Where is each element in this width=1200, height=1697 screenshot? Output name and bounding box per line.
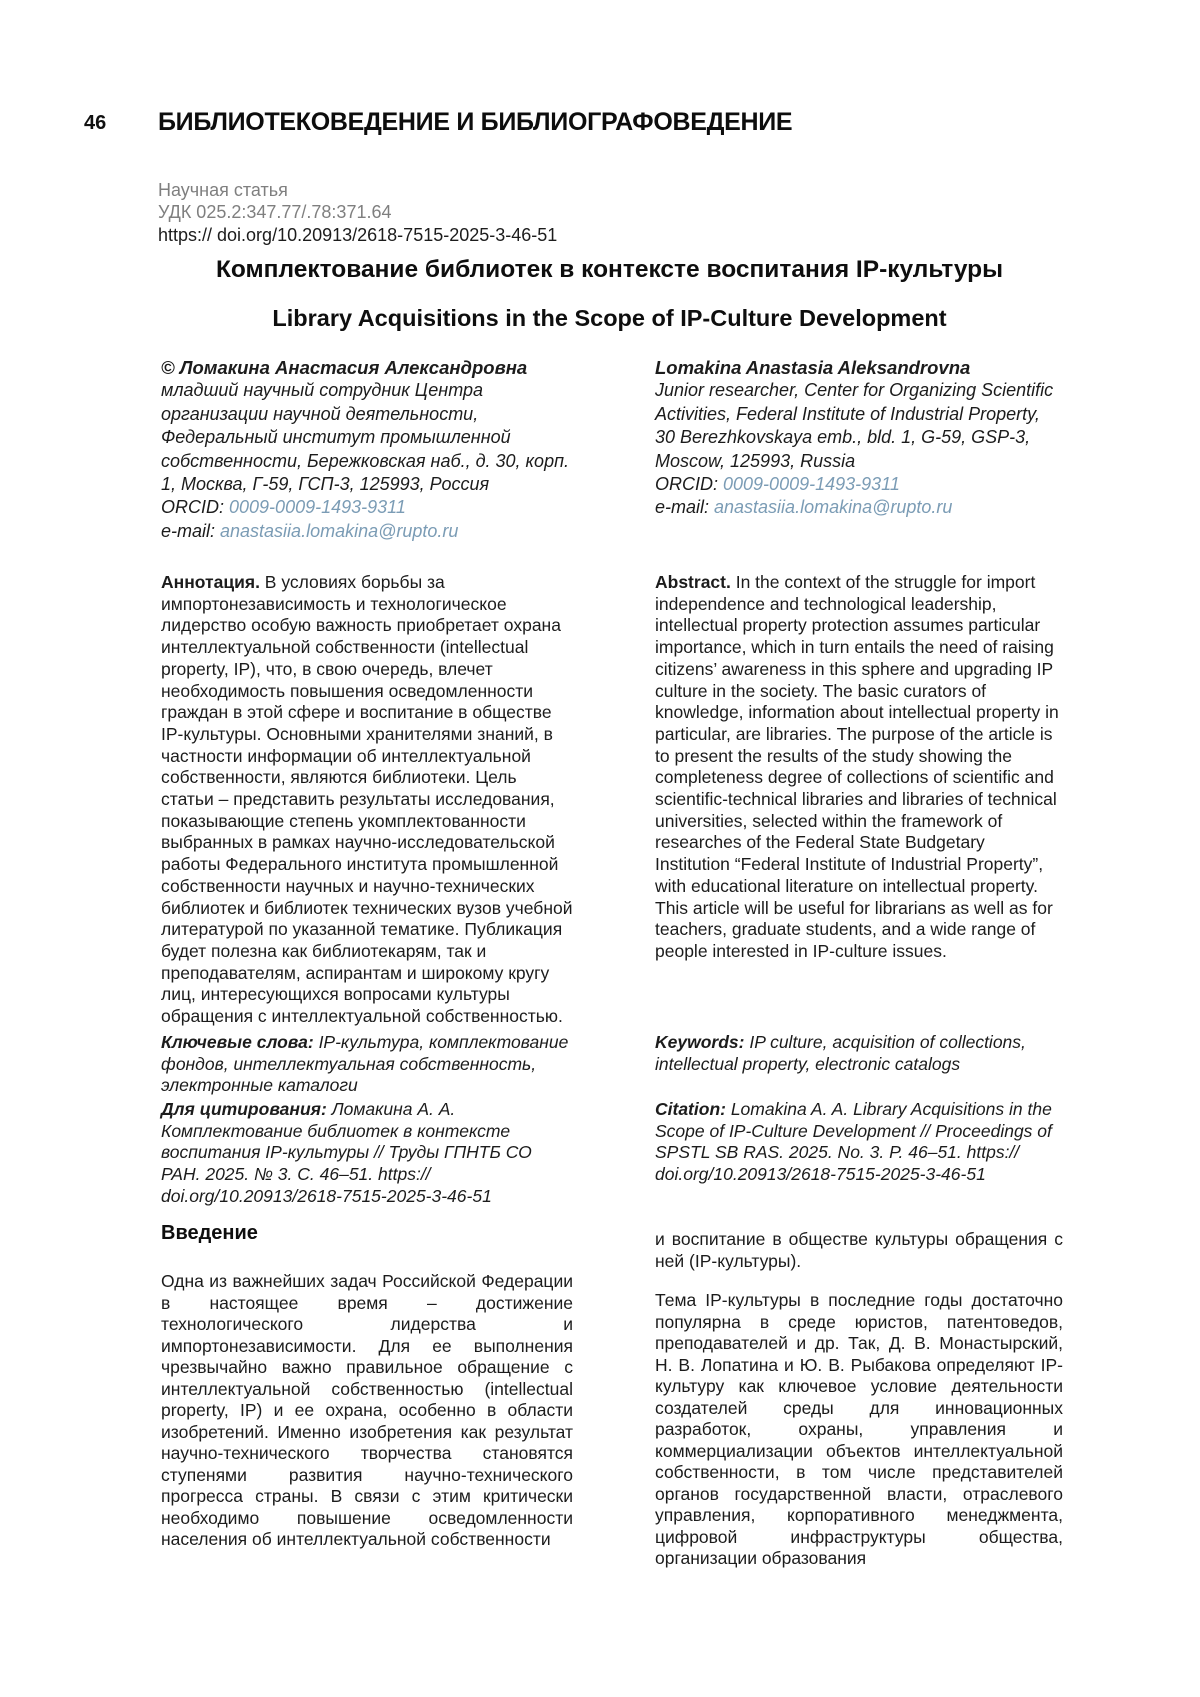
citation-text-en: Lomakina A. A. Library Acquisitions in the Scope of IP-Culture Development // Proceedings of SPSTL SB RAS. 2025. No. 3. P. 46–51. https:// doi.org/10.20913/2618-7515-2025-3-46-51 — [655, 1099, 1052, 1185]
keywords-english — [655, 1032, 1063, 1075]
abstract-label-en: Abstract. — [655, 572, 731, 592]
keywords-label-en: Keywords: — [655, 1032, 750, 1052]
orcid-label: ORCID: — [655, 474, 724, 495]
email-label: e-mail: — [655, 497, 715, 518]
article-title-english: Library Acquisitions in the Scope of IP-Culture Development — [272, 305, 947, 331]
introduction-paragraph-left: Одна из важнейших задач Российской Федерации в настоящее время – достижение технологического лидерства и импортонезависимости. Для ее выполнения чрезвычайно важно правильное обращение с интеллектуальной собственностью (intellectual property, IP) и ее охрана, особенно в области изобретений. Именно изобретения как результат научно-технического творчества становятся ступенями развития научно-технического прогресса страны. В связи с этим критически необходимо повышение осведомленности населения об интеллектуальной собственности — [161, 1271, 573, 1549]
author-name-en: Lomakina Anastasia Aleksandrovna — [655, 357, 971, 378]
author-block-russian — [161, 356, 573, 543]
keywords-label-ru: Ключевые слова: — [161, 1032, 319, 1052]
abstract-russian — [161, 572, 573, 1028]
orcid-line-ru — [161, 496, 573, 519]
citation-label-en: Citation: — [655, 1099, 731, 1119]
orcid-link[interactable]: 0009-0009-1493-9311 — [723, 474, 900, 495]
article-title-russian: Комплектование библиотек в контексте воспитания IP-культуры — [215, 256, 1004, 283]
keywords-text-ru: IP-культура, комплектование фондов, интеллектуальная собственность, электронные каталоги — [161, 1032, 569, 1096]
keywords-russian — [161, 1032, 573, 1097]
udc-code: УДК 025.2:347.77/.78:371.64 — [158, 202, 392, 223]
email-label: e-mail: — [161, 520, 221, 541]
page-number: 46 — [84, 112, 107, 134]
author-affiliation-en: Junior researcher, Center for Organizing Scientific Activities, Federal Institute of Industrial Property, 30 Berezhkovskaya emb., bld. 1, G-59, GSP-3, Moscow, 125993, Russia — [655, 380, 1054, 471]
article-type: Научная статья — [158, 180, 288, 200]
keywords-text-en: IP culture, acquisition of collections, intellectual property, electronic catalogs — [655, 1032, 1026, 1074]
author-name-ru: © Ломакина Анастасия Александровна — [161, 357, 528, 378]
introduction-paragraph-right-2: Тема IP-культуры в последние годы достаточно популярна в среде юристов, патентоведов, преподавателей и др. Так, Д. В. Монастырский, Н. В. Лопатина и Ю. В. Рыбакова определяют IP-культуру как ключевое условие деятельности создателей среды для инновационных разработок, охраны, управления и коммерциализации объектов интеллектуальной собственности, в том числе представителей органов государственной власти, отраслевого управления, корпоративного менеджмента, цифровой инфраструктуры общества, организации образования — [655, 1290, 1063, 1568]
email-link[interactable]: anastasiia.lomakina@rupto.ru — [220, 520, 459, 541]
abstract-text-en: In the context of the struggle for import independence and technological leadership, intellectual property protection assumes particular importance, which in turn entails the need of raising citizens’ awareness in this sphere and upgrading IP culture in the society. The basic curators of knowledge, information about intellectual property in particular, are libraries. The purpose of the article is to present the results of the study showing the completeness degree of collections of scientific and scientific-technical libraries and libraries of technical universities, selected within the framework of researches of the Federal State Budgetary Institution “Federal Institute of Industrial Property”, with educational literature on intellectual property. This article will be useful for librarians as well as for teachers, graduate students, and a wide range of people interested in IP-culture issues. — [655, 572, 1059, 961]
citation-label-ru: Для цитирования: — [161, 1099, 332, 1119]
introduction-heading: Введение — [161, 1222, 258, 1244]
abstract-label-ru: Аннотация. — [161, 572, 260, 592]
author-affiliation-ru: младший научный сотрудник Центра организации научной деятельности, Федеральный институт промышленной собственности, Бережковская наб., д. 30, корп. 1, Москва, Г-59, ГСП-3, 125993, Россия — [161, 380, 569, 495]
orcid-line-en — [655, 473, 1063, 496]
abstract-text-ru: В условиях борьбы за импортонезависимость и технологическое лидерство особую важность приобретает охрана интеллектуальной собственности (intellectual property, IP), что, в свою очередь, влечет необходимость повышения осведомленности граждан в этой сфере и воспитание в обществе IP-культуры. Основными хранителями знаний, в частности информации об интеллектуальной собственности, являются библиотеки. Цель статьи – представить результаты исследования, показывающие степень укомплектованности выбранных в рамках научно-исследовательской работы Федерального института промышленной собственности научных и научно-технических библиотек и библиотек технических вузов учебной литературой по указанной тематике. Публикация будет полезна как библиотекарям, так и преподавателям, аспирантам и широкому кругу лиц, интересующихся вопросами культуры обращения с интеллектуальной собственностью. — [161, 572, 573, 1027]
email-line-en — [655, 496, 1063, 519]
introduction-paragraph-right-1: и воспитание в обществе культуры обращения с ней (IP-культуры). — [655, 1229, 1063, 1271]
citation-english — [655, 1099, 1063, 1186]
citation-text-ru: Ломакина А. А. Комплектование библиотек в контексте воспитания IP-культуры // Труды ГПНТБ СО РАН. 2025. № 3. С. 46–51. https:// doi.org/10.20913/2618-7515-2025-3-46-51 — [161, 1099, 532, 1206]
author-block-english — [655, 356, 1063, 520]
journal-section-header: БИБЛИОТЕКОВЕДЕНИЕ И БИБЛИОГРАФОВЕДЕНИЕ — [158, 108, 793, 136]
doi-line: https:// doi.org/10.20913/2618-7515-2025-3-46-51 — [158, 224, 558, 245]
email-link[interactable]: anastasiia.lomakina@rupto.ru — [714, 497, 953, 518]
email-line-ru — [161, 520, 573, 543]
orcid-label: ORCID: — [161, 497, 230, 518]
abstract-english — [655, 572, 1063, 963]
orcid-link[interactable]: 0009-0009-1493-9311 — [229, 497, 406, 518]
citation-russian — [161, 1099, 573, 1208]
article-meta — [158, 179, 557, 246]
